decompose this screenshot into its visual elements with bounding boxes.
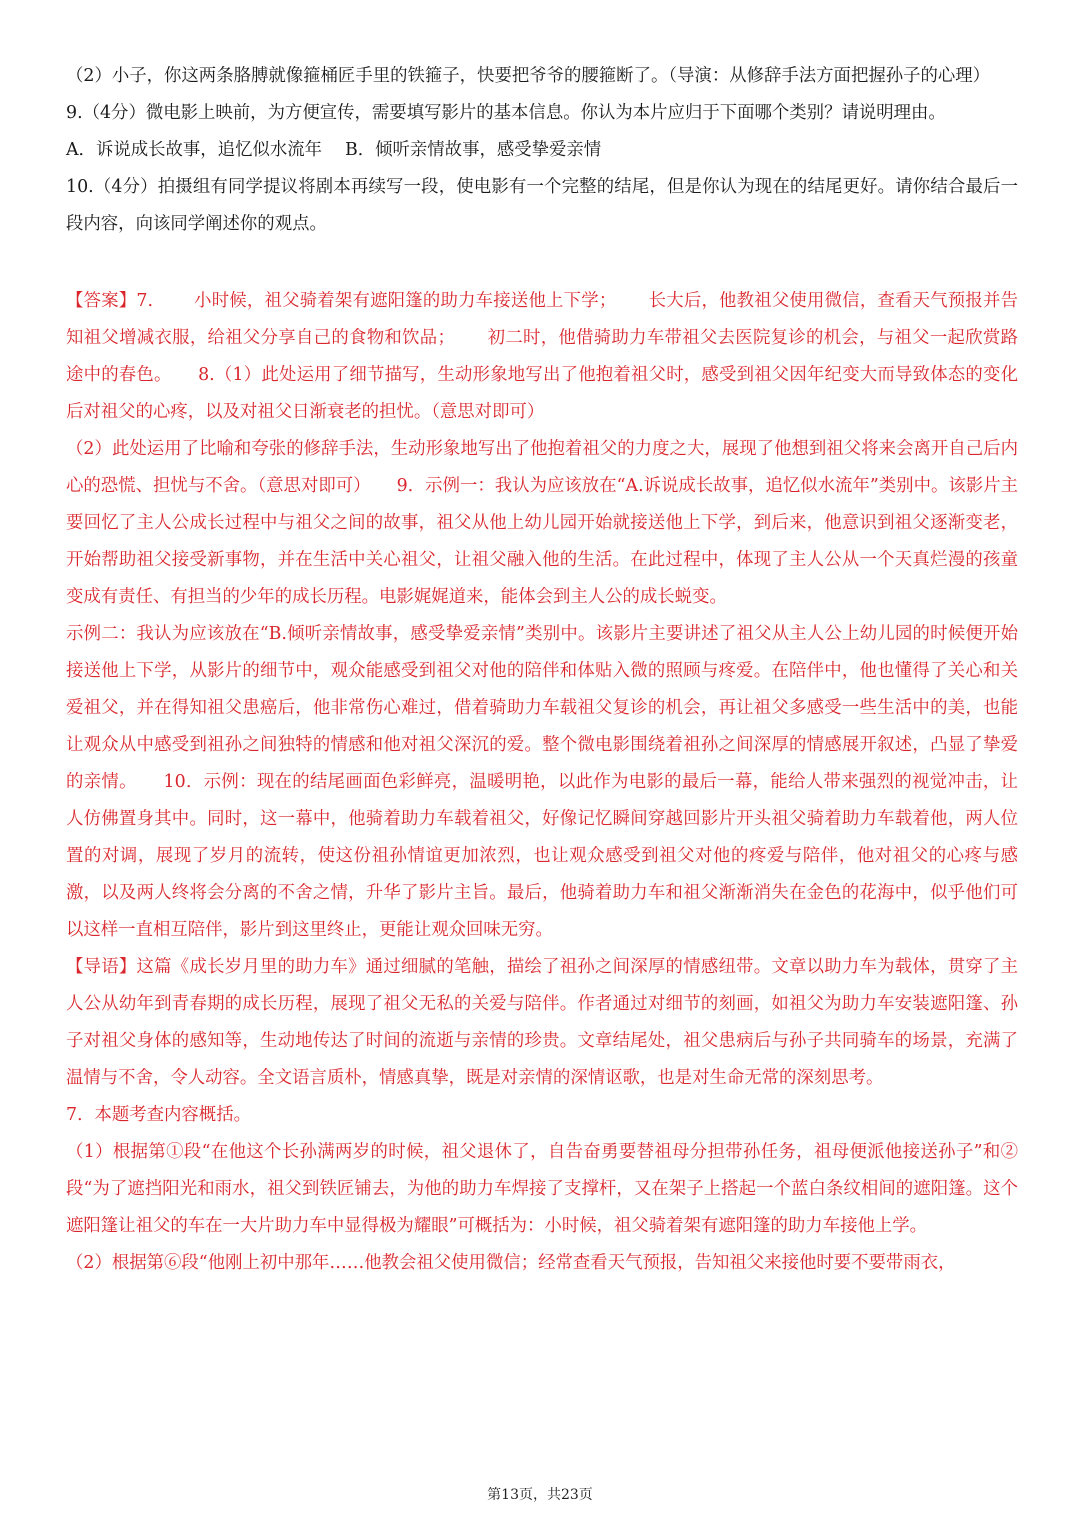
guide-paragraph: 【导语】这篇《成长岁月里的助力车》通过细腻的笔触，描绘了祖孙之间深厚的情感纽带。文章以助力车为载体，贯穿了主人公从幼年到青春期的成长历程，展现了祖父无私的关爱与陪伴。作者通过对细节的刻画，如祖父为助力车安装遮阳篷、孙子对祖父身体的感知等，生动地传达了时间的流逝与亲情的珍贵。文章结尾处，祖父患病后与孙子共同骑车的场景，充满了温情与不舍，令人动容。全文语言质朴，情感真挚，既是对亲情的深情讴歌，也是对生命无常的深刻思考。 <box>66 957 1018 1088</box>
answer-paragraph-2: （2）此处运用了比喻和夸张的修辞手法，生动形象地写出了他抱着祖父的力度之大，展现了他想到祖父将来会离开自己后内心的恐慌、担忧与不舍。（意思对即可） 9．示例一：我认为应该放在“A.诉说成长故事，追忆似水流年”类别中。该影片主要回忆了主人公成长过程中与祖父之间的故事，祖父从他上幼儿园开始就接送他上下学，到后来，他意识到祖父逐渐变老，开始帮助祖父接受新事物，并在生活中关心祖父，让祖父融入他的生活。在此过程中，体现了主人公从一个天真烂漫的孩童变成有责任、有担当的少年的成长历程。电影娓娓道来，能体会到主人公的成长蜕变。 <box>66 439 1018 607</box>
question-10: 10.（4分）拍摄组有同学提议将剧本再续写一段，使电影有一个完整的结尾，但是你认为现在的结尾更好。请你结合最后一段内容，向该同学阐述你的观点。 <box>66 177 1018 234</box>
question-8-2: （2）小子，你这两条胳膊就像箍桶匠手里的铁箍子，快要把爷爷的腰箍断了。（导演：从修辞手法方面把握孙子的心理） <box>66 66 991 86</box>
spacer <box>66 243 1018 283</box>
question-9-options: A．诉说成长故事，追忆似水流年 B．倾听亲情故事，感受挚爱亲情 <box>66 140 602 160</box>
page-number: 第13页，共23页 <box>487 1487 593 1503</box>
answer-paragraph-3: 示例二：我认为应该放在“B.倾听亲情故事，感受挚爱亲情”类别中。该影片主要讲述了祖父从主人公上幼儿园的时候便开始接送他上下学，从影片的细节中，观众能感受到祖父对他的陪伴和体贴入微的照顾与疼爱。在陪伴中，他也懂得了关心和关爱祖父，并在得知祖父患癌后，他非常伤心难过，借着骑助力车载祖父复诊的机会，再让祖父多感受一些生活中的美，也能让观众从中感受到祖孙之间独特的情感和他对祖父深沉的爱。整个微电影围绕着祖孙之间深厚的情感展开叙述，凸显了挚爱的亲情。 10．示例：现在的结尾画面色彩鲜亮，温暖明艳，以此作为电影的最后一幕，能给人带来强烈的视觉冲击，让人仿佛置身其中。同时，这一幕中，他骑着助力车载着祖父，好像记忆瞬间穿越回影片开头祖父骑着助力车载着他，两人位置的对调，展现了岁月的流转，使这份祖孙情谊更加浓烈，也让观众感受到祖父对他的疼爱与陪伴，他对祖父的心疼与感激，以及两人终将会分离的不舍之情，升华了影片主旨。最后，他骑着助力车和祖父渐渐消失在金色的花海中，似乎他们可以这样一直相互陪伴，影片到这里终止，更能让观众回味无穷。 <box>66 624 1018 940</box>
answer-paragraph-1: 【答案】7. 小时候，祖父骑着架有遮阳篷的助力车接送他上下学； 长大后，他教祖父使用微信，查看天气预报并告知祖父增减衣服，给祖父分享自己的食物和饮品； 初二时，他借骑助力车带祖父去医院复诊的机会，与祖父一起欣赏路途中的春色。 8.（1）此处运用了细节描写，生动形象地写出了他抱着祖父时，感受到祖父因年纪变大而导致体态的变化后对祖父的心疼，以及对祖父日渐衰老的担忧。（意思对即可） <box>66 291 1018 422</box>
analysis-heading: 7．本题考查内容概括。 <box>66 1105 251 1125</box>
question-9: 9.（4分）微电影上映前，为方便宣传，需要填写影片的基本信息。你认为本片应归于下面哪个类别？请说明理由。 <box>66 103 946 123</box>
analysis-paragraph-2: （2）根据第⑥段“他刚上初中那年……他教会祖父使用微信；经常查看天气预报，告知祖父来接他时要不要带雨衣， <box>66 1253 956 1273</box>
analysis-paragraph-1: （1）根据第①段“在他这个长孙满两岁的时候，祖父退休了，自告奋勇要替祖母分担带孙任务，祖母便派他接送孙子”和②段“为了遮挡阳光和雨水，祖父到铁匠铺去，为他的助力车焊接了支撑杆，又在架子上搭起一个蓝白条纹相间的遮阳篷。这个遮阳篷让祖父的车在一大片助力车中显得极为耀眼”可概括为：小时候，祖父骑着架有遮阳篷的助力车接他上学。 <box>66 1142 1018 1236</box>
